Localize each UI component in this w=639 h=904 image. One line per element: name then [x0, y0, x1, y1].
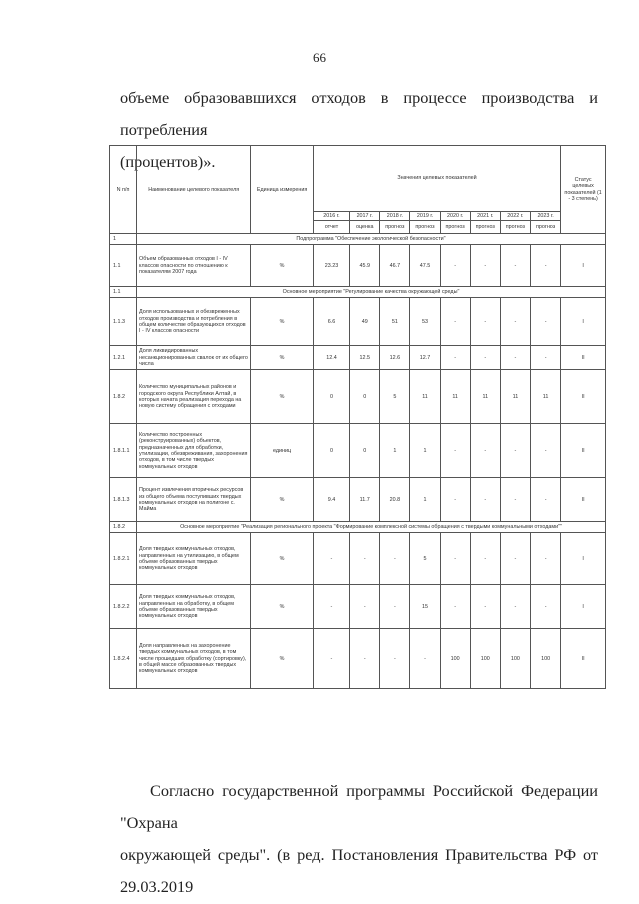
section-title: Подпрограмма "Обеспечение экологической безопасности": [137, 234, 606, 245]
value-cell: 0: [350, 424, 380, 478]
value-cell: -: [530, 245, 560, 287]
value-cell: -: [530, 533, 560, 585]
section-row: [110, 287, 606, 298]
header-year: 2023 г.: [530, 212, 560, 221]
top-paragraph-line: объеме образовавшихся отходов в процессе производства и потребления: [120, 88, 598, 139]
bottom-paragraph-line: окружающей среды". (в ред. Постановления Правительства РФ от 29.03.2019: [120, 845, 598, 896]
value-cell: 23.23: [313, 245, 349, 287]
value-cell: 100: [500, 629, 530, 689]
value-cell: 20.8: [380, 478, 410, 522]
value-cell: 45.9: [350, 245, 380, 287]
header-status: Статус целевых показателей (1 - 3 степень): [561, 146, 606, 234]
indicator-name: Процент извлечения вторичных ресурсов из общего объема поступивших твердых коммунальных отходов на полигоне с. Майма: [137, 478, 251, 522]
value-cell: 0: [313, 424, 349, 478]
table-row: [110, 245, 606, 287]
row-number: 1.8.2.2: [110, 585, 137, 629]
value-cell: -: [410, 629, 440, 689]
header-year: 2019 г.: [410, 212, 440, 221]
value-cell: -: [313, 629, 349, 689]
value-cell: -: [440, 478, 470, 522]
section-number: 1: [110, 234, 137, 245]
table-row: [110, 298, 606, 346]
header-subheader: прогноз: [470, 221, 500, 234]
value-cell: -: [440, 585, 470, 629]
value-cell: 1: [410, 478, 440, 522]
header-year: 2018 г.: [380, 212, 410, 221]
value-cell: -: [500, 533, 530, 585]
value-cell: 1: [380, 424, 410, 478]
table-row: [110, 629, 606, 689]
header-name: Наименование целевого показателя: [137, 146, 251, 234]
bottom-paragraph-line: Согласно государственной программы Российской Федерации "Охрана: [120, 781, 598, 832]
section-row: [110, 522, 606, 533]
value-cell: -: [313, 585, 349, 629]
value-cell: 53: [410, 298, 440, 346]
value-cell: 47.5: [410, 245, 440, 287]
indicator-name: Доля направленных на захоронение твердых коммунальных отходов, в том числе прошедших обработку (сортировку), в общей массе образованных твердых коммунальных отходов: [137, 629, 251, 689]
value-cell: -: [440, 245, 470, 287]
header-subheader: прогноз: [530, 221, 560, 234]
header-row: [110, 146, 606, 212]
value-cell: -: [350, 533, 380, 585]
value-cell: 5: [410, 533, 440, 585]
value-cell: -: [500, 585, 530, 629]
value-cell: 0: [313, 370, 349, 424]
bottom-paragraph: [120, 775, 598, 903]
row-number: 1.8.2.1: [110, 533, 137, 585]
header-year: 2021 г.: [470, 212, 500, 221]
value-cell: -: [530, 478, 560, 522]
value-cell: 51: [380, 298, 410, 346]
value-cell: 11: [500, 370, 530, 424]
value-cell: -: [380, 629, 410, 689]
value-cell: -: [500, 346, 530, 370]
unit-cell: %: [251, 585, 313, 629]
row-number: 1.1.3: [110, 298, 137, 346]
status-cell: II: [561, 478, 606, 522]
value-cell: -: [440, 298, 470, 346]
value-cell: -: [530, 585, 560, 629]
table-row: [110, 533, 606, 585]
value-cell: -: [470, 298, 500, 346]
status-cell: I: [561, 245, 606, 287]
value-cell: 11: [440, 370, 470, 424]
table-row: [110, 585, 606, 629]
value-cell: -: [440, 533, 470, 585]
value-cell: -: [530, 298, 560, 346]
indicator-name: Количество муниципальных районов и городского округа Республики Алтай, в которых начата реализация перехода на новую систему обращения с отходами: [137, 370, 251, 424]
value-cell: -: [380, 533, 410, 585]
header-year: 2020 г.: [440, 212, 470, 221]
table-row: [110, 478, 606, 522]
unit-cell: %: [251, 370, 313, 424]
value-cell: 100: [470, 629, 500, 689]
unit-cell: единиц: [251, 424, 313, 478]
top-paragraph-line: (процентов)».: [120, 152, 216, 171]
header-year: 2016 г.: [313, 212, 349, 221]
value-cell: 6.6: [313, 298, 349, 346]
header-year: 2022 г.: [500, 212, 530, 221]
value-cell: 100: [530, 629, 560, 689]
value-cell: 12.7: [410, 346, 440, 370]
status-cell: II: [561, 629, 606, 689]
indicator-name: Объем образованных отходов I - IV классов опасности по отношению к показателям 2007 года: [137, 245, 251, 287]
table-row: [110, 370, 606, 424]
header-subheader: отчет: [313, 221, 349, 234]
value-cell: -: [470, 585, 500, 629]
value-cell: -: [440, 424, 470, 478]
row-number: 1.1: [110, 245, 137, 287]
header-year: 2017 г.: [350, 212, 380, 221]
section-title: Основное мероприятие "Регулирование качества окружающей среды": [137, 287, 606, 298]
row-number: 1.8.2.4: [110, 629, 137, 689]
value-cell: -: [470, 478, 500, 522]
value-cell: 12.6: [380, 346, 410, 370]
indicator-name: Доля использованных и обезвреженных отходов производства и потребления в общем количестве образующихся отходов I - IV классов опасности: [137, 298, 251, 346]
value-cell: 11.7: [350, 478, 380, 522]
indicator-name: Доля твердых коммунальных отходов, направленных на утилизацию, в общем объеме образованных твердых коммунальных отходов: [137, 533, 251, 585]
value-cell: -: [440, 346, 470, 370]
value-cell: 11: [470, 370, 500, 424]
value-cell: -: [530, 346, 560, 370]
value-cell: -: [470, 533, 500, 585]
section-number: 1.1: [110, 287, 137, 298]
unit-cell: %: [251, 245, 313, 287]
value-cell: -: [500, 478, 530, 522]
value-cell: -: [350, 585, 380, 629]
row-number: 1.8.2: [110, 370, 137, 424]
section-number: 1.8.2: [110, 522, 137, 533]
value-cell: 11: [410, 370, 440, 424]
value-cell: -: [470, 346, 500, 370]
value-cell: -: [500, 245, 530, 287]
status-cell: II: [561, 424, 606, 478]
value-cell: 12.4: [313, 346, 349, 370]
value-cell: -: [500, 298, 530, 346]
section-title: Основное мероприятие "Реализация регионального проекта "Формирование комплексной системы обращения с твердыми коммунальными отходами"": [137, 522, 606, 533]
value-cell: -: [500, 424, 530, 478]
value-cell: 46.7: [380, 245, 410, 287]
value-cell: 5: [380, 370, 410, 424]
value-cell: 100: [440, 629, 470, 689]
row-number: 1.8.1.3: [110, 478, 137, 522]
table-row: [110, 424, 606, 478]
header-subheader: прогноз: [380, 221, 410, 234]
value-cell: -: [380, 585, 410, 629]
indicator-name: Доля твердых коммунальных отходов, направленных на обработку, в общем объеме образованных твердых коммунальных отходов: [137, 585, 251, 629]
indicator-name: Количество построенных (реконструированных) объектов, предназначенных для обработки, утилизации, обезвреживания, захоронения отходов, в том числе твердых коммунальных отходов: [137, 424, 251, 478]
value-cell: -: [313, 533, 349, 585]
indicator-name: Доля ликвидированных несанкционированных свалок от их общего числа: [137, 346, 251, 370]
target-indicators-table: [109, 145, 606, 689]
header-subheader: оценка: [350, 221, 380, 234]
status-cell: II: [561, 370, 606, 424]
header-subheader: прогноз: [440, 221, 470, 234]
value-cell: 15: [410, 585, 440, 629]
value-cell: 12.5: [350, 346, 380, 370]
unit-cell: %: [251, 533, 313, 585]
value-cell: -: [350, 629, 380, 689]
value-cell: 49: [350, 298, 380, 346]
header-num: N п/п: [110, 146, 137, 234]
value-cell: 9.4: [313, 478, 349, 522]
value-cell: -: [470, 424, 500, 478]
status-cell: I: [561, 533, 606, 585]
row-number: 1.8.1.1: [110, 424, 137, 478]
unit-cell: %: [251, 478, 313, 522]
unit-cell: %: [251, 298, 313, 346]
header-subheader: прогноз: [410, 221, 440, 234]
page-number: 66: [313, 50, 326, 65]
value-cell: 11: [530, 370, 560, 424]
table-row: [110, 346, 606, 370]
value-cell: -: [470, 245, 500, 287]
value-cell: 1: [410, 424, 440, 478]
header-subheader: прогноз: [500, 221, 530, 234]
row-number: 1.2.1: [110, 346, 137, 370]
header-values: Значения целевых показателей: [313, 146, 560, 212]
status-cell: I: [561, 585, 606, 629]
header-unit: Единица измерения: [251, 146, 313, 234]
unit-cell: %: [251, 346, 313, 370]
status-cell: I: [561, 298, 606, 346]
status-cell: II: [561, 346, 606, 370]
value-cell: 0: [350, 370, 380, 424]
unit-cell: %: [251, 629, 313, 689]
section-row: [110, 234, 606, 245]
value-cell: -: [530, 424, 560, 478]
